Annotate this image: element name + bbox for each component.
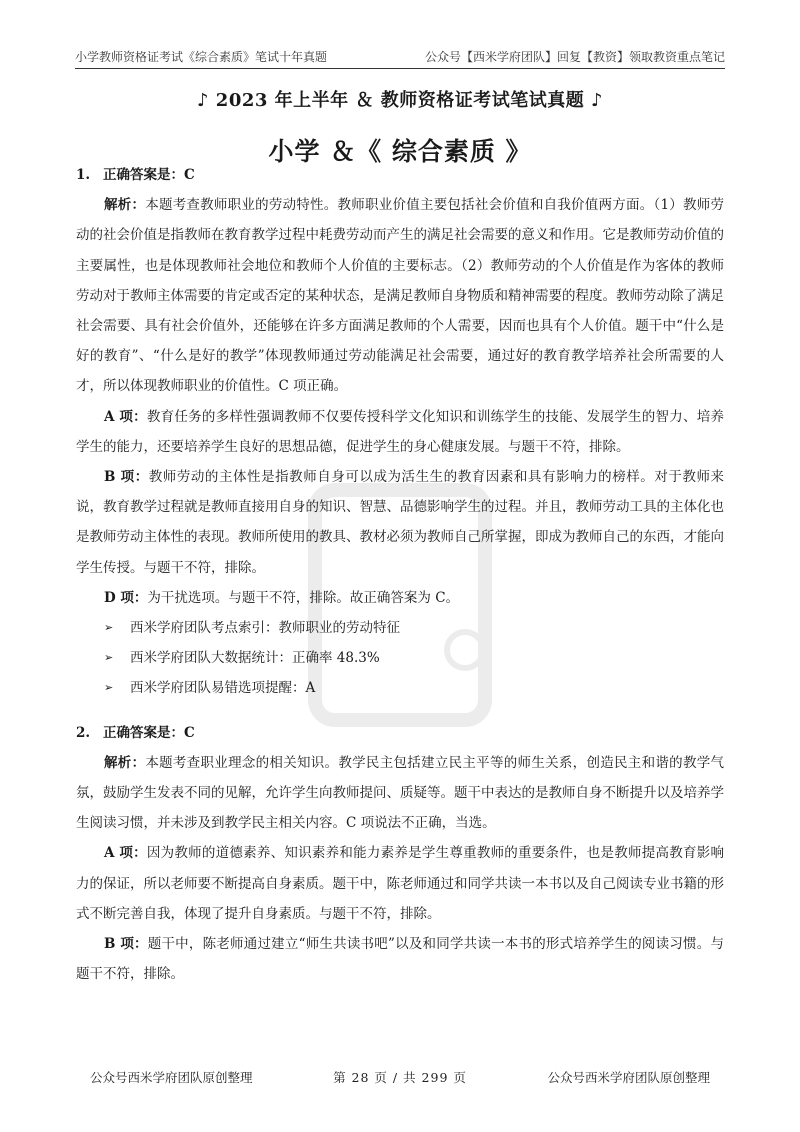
page-title: ♪ 2023 年上半年 ＆ 教师资格证考试笔试真题 ♪ (197, 90, 603, 111)
question-2-heading (76, 718, 724, 748)
arrow-bullet-icon: ➢ (104, 681, 114, 695)
page-footer (90, 1068, 710, 1086)
q1-analysis: 解析：本题考查教师职业的劳动特性。教师职业价值主要包括社会价值和自我价值两方面。（1）教师劳动的社会价值是指教师在教育教学过程中耗费劳动而产生的满足社会需要的意义和作用。它是教师劳动价值的主要属性，也是体现教师社会地位和教师个人价值的主要标志。（2）教师劳动的个人价值是作为客体的教师劳动对于教师主体需要的肯定或否定的某种状态，是满足教师自身物质和精神需要的程度。教师劳动除了满足社会需要、具有社会价值外，还能够在许多方面满足教师的个人需要，因而也具有个人价值。题干中“什么是好的教育”、“什么是好的教学”体现教师通过劳动能满足社会需要，通过好的教育教学培养社会所需要的人才，所以体现教师职业的价值性。C 项正确。 (76, 197, 725, 395)
list-item: ➢ 西米学府团队考点索引：教师职业的劳动特征 (104, 613, 724, 643)
question-1-heading (76, 160, 724, 190)
q2-option-b: B 项：题干中，陈老师通过建立“师生共读书吧”以及和同学共读一本书的形式培养学生的阅读习惯。与题干不符，排除。 (76, 936, 724, 983)
arrow-bullet-icon: ➢ (104, 621, 114, 635)
q2-option-a: A 项：因为教师的道德素养、知识素养和能力素养是学生尊重教师的重要条件，也是教师提高教育影响力的保证，所以老师要不断提高自身素质。题干中，陈老师通过和同学共读一本书以及自己阅读专业书籍的形式不断完善自我，体现了提升自身素质。与题干不符，排除。 (76, 845, 724, 922)
q1-notes (76, 613, 724, 704)
arrow-bullet-icon: ➢ (104, 651, 114, 665)
q1-option-a: A 项：教育任务的多样性强调教师不仅要传授科学文化知识和训练学生的技能、发展学生的智力、培养学生的能力，还要培养学生良好的思想品德，促进学生的身心健康发展。与题干不符，排除。 (76, 408, 724, 455)
question-number: 1. (76, 167, 91, 183)
q2-analysis: 解析：本题考查职业理念的相关知识。教学民主包括建立民主平等的师生关系，创造民主和谐的教学气氛，鼓励学生发表不同的见解，允许学生向教师提问、质疑等。题干中表达的是教师自身不断提升以及培养学生阅读习惯，并未涉及到教学民主相关内容。C 项说法不正确，当选。 (76, 754, 725, 832)
answer-label: 正确答案是：C (103, 724, 195, 741)
q1-option-b: B 项：教师劳动的主体性是指教师自身可以成为活生生的教育因素和具有影响力的榜样。对于教师来说，教育教学过程就是教师直接用自身的知识、智慧、品德影响学生的过程。并且，教师劳动工具的主体化也是教师劳动主体性的表现。教师所使用的教具、教材必须为教师自己所掌握，即成为教师自己的东西，才能向学生传授。与题干不符，排除。 (76, 469, 724, 576)
footer-left: 公众号西米学府团队原创整理 (90, 1070, 253, 1085)
question-number: 2. (76, 724, 91, 741)
list-item: ➢ 西米学府团队易错选项提醒：A (104, 673, 724, 703)
page-subtitle: 小学 ＆《 综合素质 》 (268, 137, 532, 166)
answer-label: 正确答案是：C (103, 167, 195, 183)
list-item: ➢ 西米学府团队大数据统计：正确率 48.3% (104, 643, 724, 673)
header-left: 小学教师资格证考试《综合素质》笔试十年真题 (75, 50, 328, 64)
document-body (76, 160, 724, 989)
footer-right: 公众号西米学府团队原创整理 (547, 1070, 710, 1085)
page-header (75, 43, 725, 69)
q1-option-d: D 项：为干扰选项。与题干不符，排除。故正确答案为 C。 (104, 589, 460, 606)
page-number: 第 28 页 / 共 299 页 (333, 1070, 467, 1085)
header-right: 公众号【西米学府团队】回复【教资】领取教资重点笔记 (424, 50, 725, 64)
